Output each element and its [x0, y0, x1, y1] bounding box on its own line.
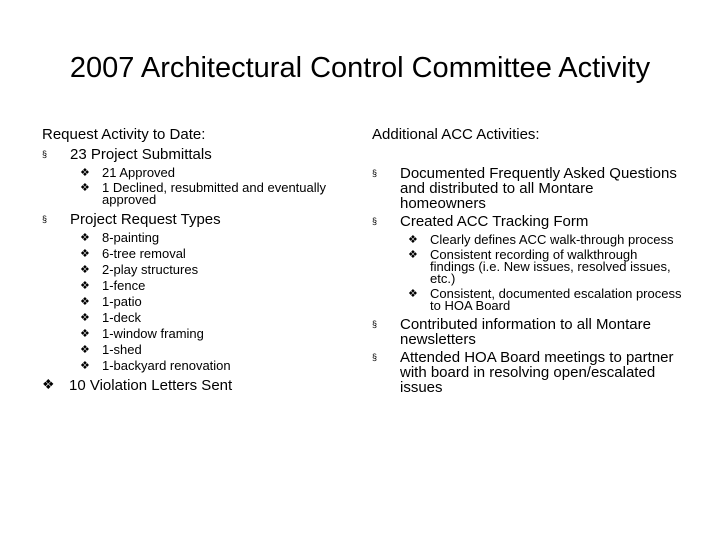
list-item — [408, 234, 682, 246]
left-column — [42, 127, 342, 393]
square-bullet-icon: § — [372, 168, 378, 178]
list-item-text: 8-painting — [102, 230, 160, 245]
list-item-text: 1-backyard renovation — [102, 358, 231, 373]
list-item-faq — [372, 166, 682, 211]
list-item-text: 1-shed — [102, 342, 142, 357]
list-item — [80, 344, 342, 356]
diamond-bullet-icon: ❖ — [80, 232, 90, 244]
list-item — [80, 296, 342, 308]
list-item-text: Documented Frequently Asked Questions and distributed to all Montare homeowners — [400, 165, 677, 212]
right-column — [372, 127, 682, 395]
list-item-violations — [42, 378, 342, 393]
list-item-board-meetings — [372, 350, 682, 395]
list-item — [80, 280, 342, 292]
list-item-text: 6-tree removal — [102, 246, 186, 261]
slide-title: 2007 Architectural Control Committee Activity — [69, 52, 651, 84]
diamond-bullet-icon: ❖ — [80, 328, 90, 340]
square-bullet-icon: § — [372, 216, 378, 226]
list-item-text: 1-window framing — [102, 326, 204, 341]
diamond-bullet-icon: ❖ — [80, 360, 90, 372]
list-item-text: 21 Approved — [102, 165, 176, 180]
diamond-bullet-icon: ❖ — [80, 280, 90, 292]
list-item-text: 1-deck — [102, 310, 142, 325]
square-bullet-icon: § — [42, 149, 48, 159]
list-item-text: Consistent, documented escalation process to HOA Board — [430, 286, 682, 313]
list-item-submittals — [42, 147, 342, 162]
list-item-text: Consistent recording of walkthrough findings (i.e. New issues, resolved issues, etc.) — [430, 247, 671, 286]
list-item — [80, 182, 342, 206]
list-item — [80, 328, 342, 340]
request-types-list — [42, 232, 342, 372]
list-item-text: 1-fence — [102, 278, 146, 293]
types-heading-text: Project Request Types — [70, 211, 221, 228]
additional-activities-heading: Additional ACC Activities: — [372, 126, 540, 143]
diamond-bullet-icon: ❖ — [80, 312, 90, 324]
list-item — [408, 249, 682, 285]
diamond-bullet-icon: ❖ — [80, 182, 90, 194]
list-item-request-types — [42, 212, 342, 227]
list-item — [80, 360, 342, 372]
violations-text: 10 Violation Letters Sent — [69, 377, 233, 394]
square-bullet-icon: § — [42, 214, 48, 224]
submittals-text: 23 Project Submittals — [70, 146, 212, 163]
list-item — [80, 232, 342, 244]
diamond-bullet-icon: ❖ — [80, 344, 90, 356]
request-activity-heading: Request Activity to Date: — [42, 126, 206, 143]
list-item-text: 1-patio — [102, 294, 142, 309]
diamond-bullet-icon: ❖ — [408, 249, 418, 261]
tracking-form-details-list — [372, 234, 682, 312]
diamond-bullet-icon: ❖ — [80, 264, 90, 276]
list-item — [80, 264, 342, 276]
list-item-text: 2-play structures — [102, 262, 199, 277]
list-item — [80, 248, 342, 260]
list-item — [80, 312, 342, 324]
list-item — [80, 167, 342, 179]
list-item-text: Clearly defines ACC walk-through process — [430, 232, 674, 247]
list-item-tracking-form — [372, 214, 682, 229]
list-item-text: 1 Declined, resubmitted and eventually approved — [102, 180, 327, 207]
diamond-bullet-icon: ❖ — [408, 234, 418, 246]
list-item-text: Contributed information to all Montare newsletters — [400, 316, 651, 348]
diamond-bullet-icon: ❖ — [80, 248, 90, 260]
diamond-bullet-icon: ❖ — [80, 167, 90, 179]
diamond-bullet-icon: ❖ — [80, 296, 90, 308]
diamond-bullet-icon: ❖ — [42, 376, 55, 392]
square-bullet-icon: § — [372, 319, 378, 329]
submittal-details-list — [42, 167, 342, 206]
square-bullet-icon: § — [372, 352, 378, 362]
diamond-bullet-icon: ❖ — [408, 288, 418, 300]
list-item-text: Created ACC Tracking Form — [400, 213, 589, 230]
list-item-text: Attended HOA Board meetings to partner with board in resolving open/escalated issues — [400, 349, 674, 396]
list-item — [408, 288, 682, 312]
list-item-newsletters — [372, 317, 682, 347]
